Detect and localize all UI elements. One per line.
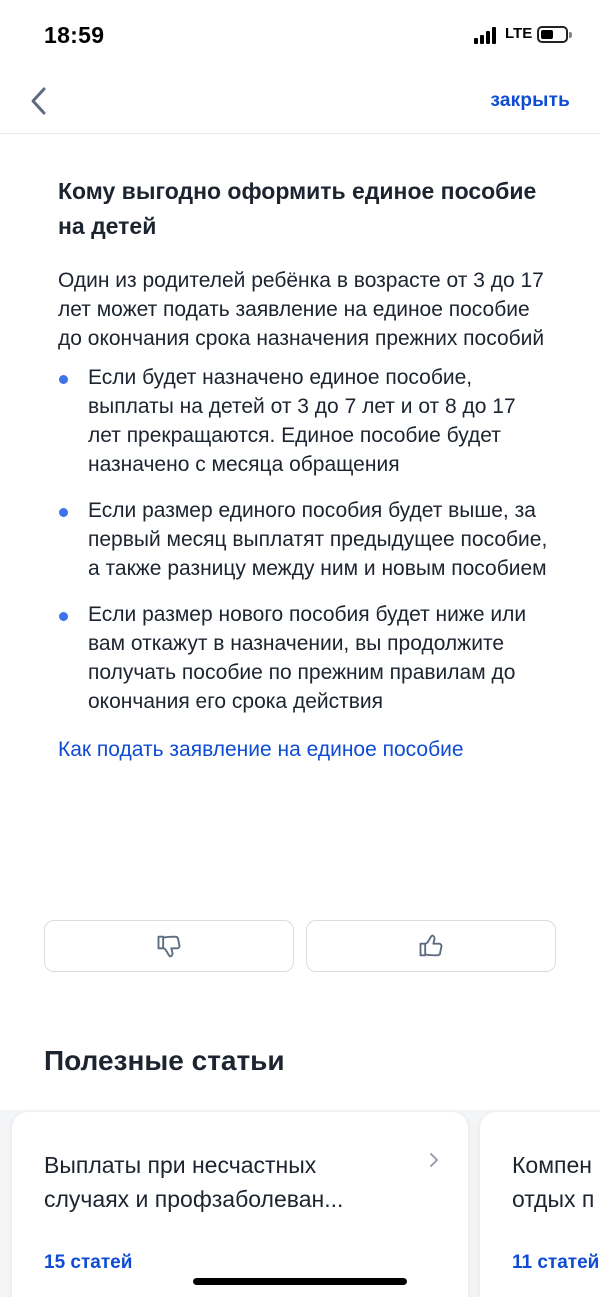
thumbs-up-icon (417, 932, 445, 960)
card-count: 11 статей (512, 1252, 600, 1273)
chevron-left-icon (20, 82, 60, 122)
list-item (58, 363, 548, 479)
article (58, 174, 548, 762)
bullet-dot (59, 612, 68, 621)
article-lead: Один из родителей ребёнка в возрасте от 3 до 17 лет может подать заявление на единое пособие до окончания срока назначения прежних пособий (58, 269, 545, 350)
list-item (58, 496, 548, 583)
signal-icon (474, 27, 498, 44)
card-title: Выплаты при несчастных случаях и профзаболеван... (44, 1152, 344, 1212)
article-card[interactable] (480, 1112, 600, 1297)
list-item-text: Если размер нового пособия будет ниже или вам откажут в назначении, вы продолжите получать пособие по прежним правилам до окончания его срока действия (88, 603, 527, 713)
bullet-dot (59, 375, 68, 384)
articles-carousel[interactable] (0, 1110, 600, 1297)
close-button[interactable]: закрыть (490, 90, 570, 111)
chevron-right-icon (426, 1152, 442, 1168)
thumbs-down-icon (155, 932, 183, 960)
article-title: Кому выгодно оформить единое пособие на детей (58, 178, 537, 239)
back-button[interactable] (20, 82, 60, 122)
card-count: 15 статей (44, 1252, 133, 1273)
list-item-text: Если размер единого пособия будет выше, за первый месяц выплатят предыдущее пособие, а также разницу между ним и новым пособием (88, 499, 548, 580)
status-time: 18:59 (44, 22, 105, 48)
article-card[interactable] (12, 1112, 468, 1297)
bullet-list (58, 363, 548, 716)
feedback (44, 920, 556, 972)
nav-bar (0, 72, 600, 134)
dislike-button[interactable] (44, 920, 294, 972)
network-label: LTE (505, 25, 533, 42)
like-button[interactable] (306, 920, 556, 972)
battery-icon (537, 26, 568, 43)
useful-articles-title: Полезные статьи (44, 1045, 285, 1076)
list-item (58, 600, 548, 716)
apply-link[interactable]: Как подать заявление на единое пособие (58, 738, 464, 761)
bullet-dot (59, 508, 68, 517)
list-item-text: Если будет назначено единое пособие, выплаты на детей от 3 до 7 лет и от 8 до 17 лет прекращаются. Единое пособие будет назначено с месяца обращения (88, 366, 516, 476)
home-indicator (193, 1278, 407, 1285)
card-title: Компен отдых п (512, 1152, 595, 1212)
status-bar (0, 0, 600, 72)
